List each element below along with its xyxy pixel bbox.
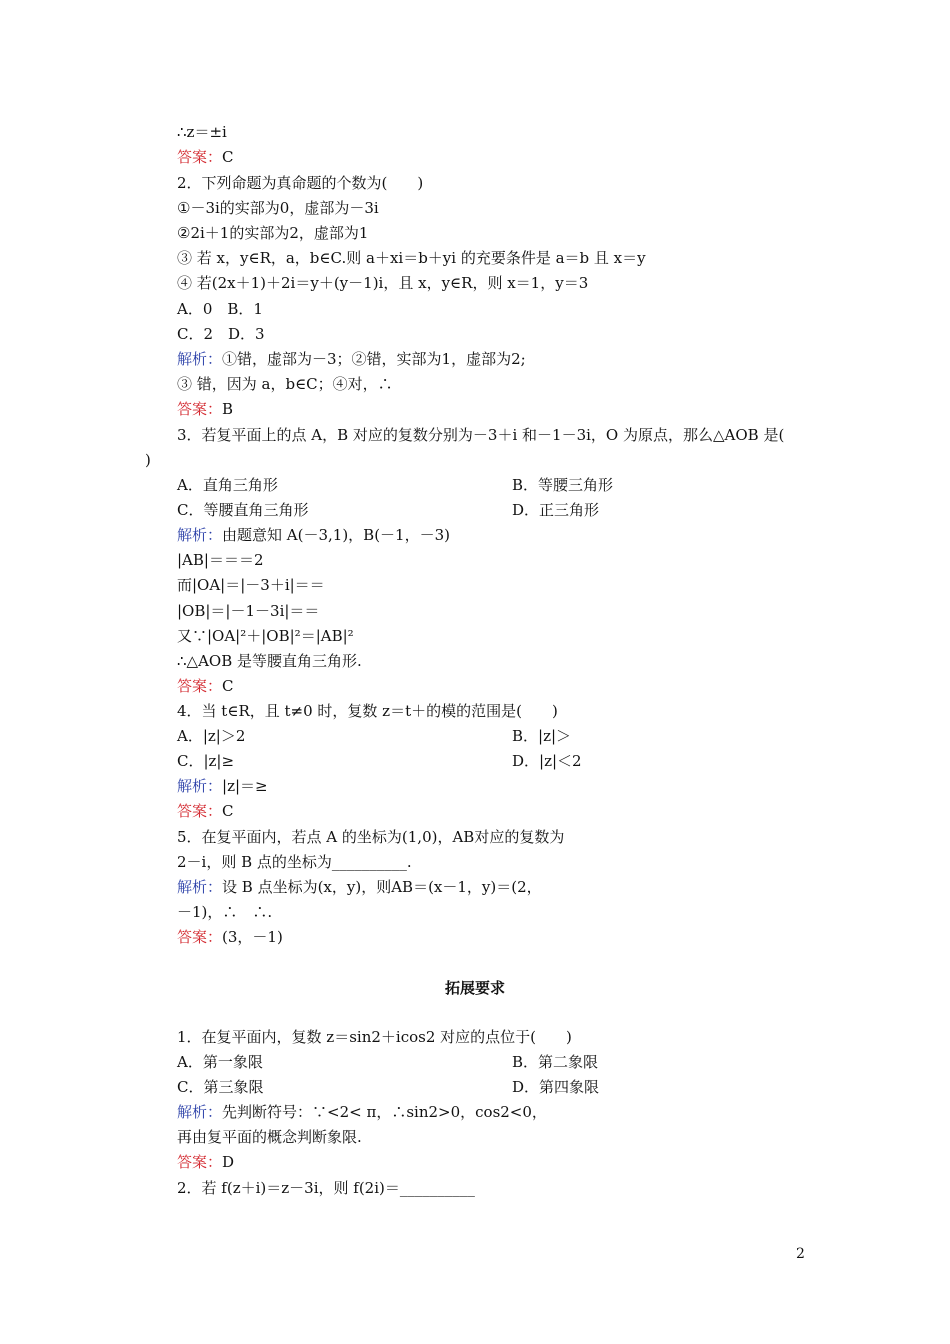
answer-label: 答案：: [177, 677, 223, 695]
option-a: A．|z|＞2: [177, 727, 246, 745]
question-5: 5．在复平面内，若点 A 的坐标为(1,0)，AB对应的复数为: [177, 828, 565, 846]
ext-question-2: 2．若 f(z＋i)＝z－3i，则 f(2i)＝__________: [177, 1179, 475, 1197]
text-line: |OB|＝|－1－3i|＝＝: [177, 602, 320, 620]
text-line: 再由复平面的概念判断象限.: [177, 1128, 362, 1146]
answer-label: 答案：: [177, 148, 223, 166]
answer-line: [177, 801, 234, 821]
analysis-label: 解析：: [177, 1103, 223, 1121]
analysis-text: 设 B 点坐标为(x，y)，则AB＝(x－1，y)＝(2，: [222, 878, 542, 896]
analysis-label: 解析：: [177, 526, 223, 544]
analysis-line: [177, 525, 450, 545]
answer-line: [177, 676, 234, 696]
analysis-text: 由题意知 A(－3,1)，B(－1，－3): [222, 526, 450, 544]
option-b: B．|z|＞: [512, 727, 572, 745]
analysis-text: 先判断符号：∵<2< π，∴sin2>0，cos2<0，: [222, 1103, 547, 1121]
ext-question-1: 1．在复平面内，复数 z＝sin2＋icos2 对应的点位于( ): [177, 1028, 572, 1046]
answer-line: [177, 147, 234, 167]
answer-line: [177, 927, 283, 947]
analysis-text: ①错，虚部为－3；②错，实部为1，虚部为2;: [222, 350, 526, 368]
option-a: A．直角三角形: [177, 476, 278, 494]
text-line: 而|OA|＝|－3＋i|＝＝: [177, 576, 325, 594]
option-a: A．第一象限: [177, 1053, 263, 1071]
text-line: ): [145, 451, 151, 469]
option-line: C．2 D．3: [177, 325, 265, 343]
question-2: 2．下列命题为真命题的个数为( ): [177, 174, 424, 192]
text-line: ②2i＋1的实部为2，虚部为1: [177, 224, 369, 242]
text-line: ③ 错，因为 a，b∈C；④对，∴: [177, 375, 393, 393]
answer-value: C: [222, 148, 234, 166]
answer-label: 答案：: [177, 400, 223, 418]
answer-line: [177, 399, 233, 419]
text-line: ④ 若(2x＋1)＋2i＝y＋(y－1)i，且 x，y∈R，则 x＝1，y＝3: [177, 274, 589, 292]
analysis-label: 解析：: [177, 350, 223, 368]
analysis-line: [177, 877, 542, 897]
analysis-text: |z|＝≥: [222, 777, 268, 795]
answer-value: D: [222, 1153, 235, 1171]
question-3: 3．若复平面上的点 A，B 对应的复数分别为－3＋i 和－1－3i，O 为原点，那么△AOB 是(: [177, 426, 785, 444]
answer-line: [177, 1152, 234, 1172]
option-c: C．等腰直角三角形: [177, 501, 309, 519]
option-c: C．第三象限: [177, 1078, 264, 1096]
text-line: |AB|＝＝＝2: [177, 551, 264, 569]
option-d: D．正三角形: [512, 501, 600, 519]
option-b: B．等腰三角形: [512, 476, 614, 494]
option-line: A．0 B．1: [177, 300, 263, 318]
answer-value: C: [222, 677, 234, 695]
option-d: D．第四象限: [512, 1078, 600, 1096]
section-heading: 拓展要求: [444, 979, 505, 997]
text-line: －1)，∴ ∴.: [177, 903, 273, 921]
text-line: ③ 若 x，y∈R，a，b∈C.则 a＋xi＝b＋yi 的充要条件是 a＝b 且 x＝y: [177, 249, 646, 267]
option-c: C．|z|≥: [177, 752, 235, 770]
answer-label: 答案：: [177, 928, 223, 946]
answer-value: C: [222, 802, 234, 820]
answer-label: 答案：: [177, 1153, 223, 1171]
analysis-label: 解析：: [177, 777, 223, 795]
answer-value: (3，－1): [222, 928, 283, 946]
text-line: ∴z＝±i: [177, 123, 227, 141]
question-4: 4．当 t∈R，且 t≠0 时，复数 z＝t＋的模的范围是( ): [177, 702, 558, 720]
text-line: 2－i，则 B 点的坐标为__________.: [177, 853, 412, 871]
page-number: 2: [796, 1246, 805, 1262]
option-d: D．|z|＜2: [512, 752, 582, 770]
analysis-line: [177, 1102, 547, 1122]
answer-value: B: [222, 400, 234, 418]
text-line: 又∵|OA|²＋|OB|²＝|AB|²: [177, 627, 354, 645]
answer-label: 答案：: [177, 802, 223, 820]
text-line: ①－3i的实部为0，虚部为－3i: [177, 199, 379, 217]
text-line: ∴△AOB 是等腰直角三角形.: [177, 652, 362, 670]
analysis-line: [177, 776, 268, 796]
option-b: B．第二象限: [512, 1053, 599, 1071]
analysis-label: 解析：: [177, 878, 223, 896]
analysis-line: [177, 349, 526, 369]
